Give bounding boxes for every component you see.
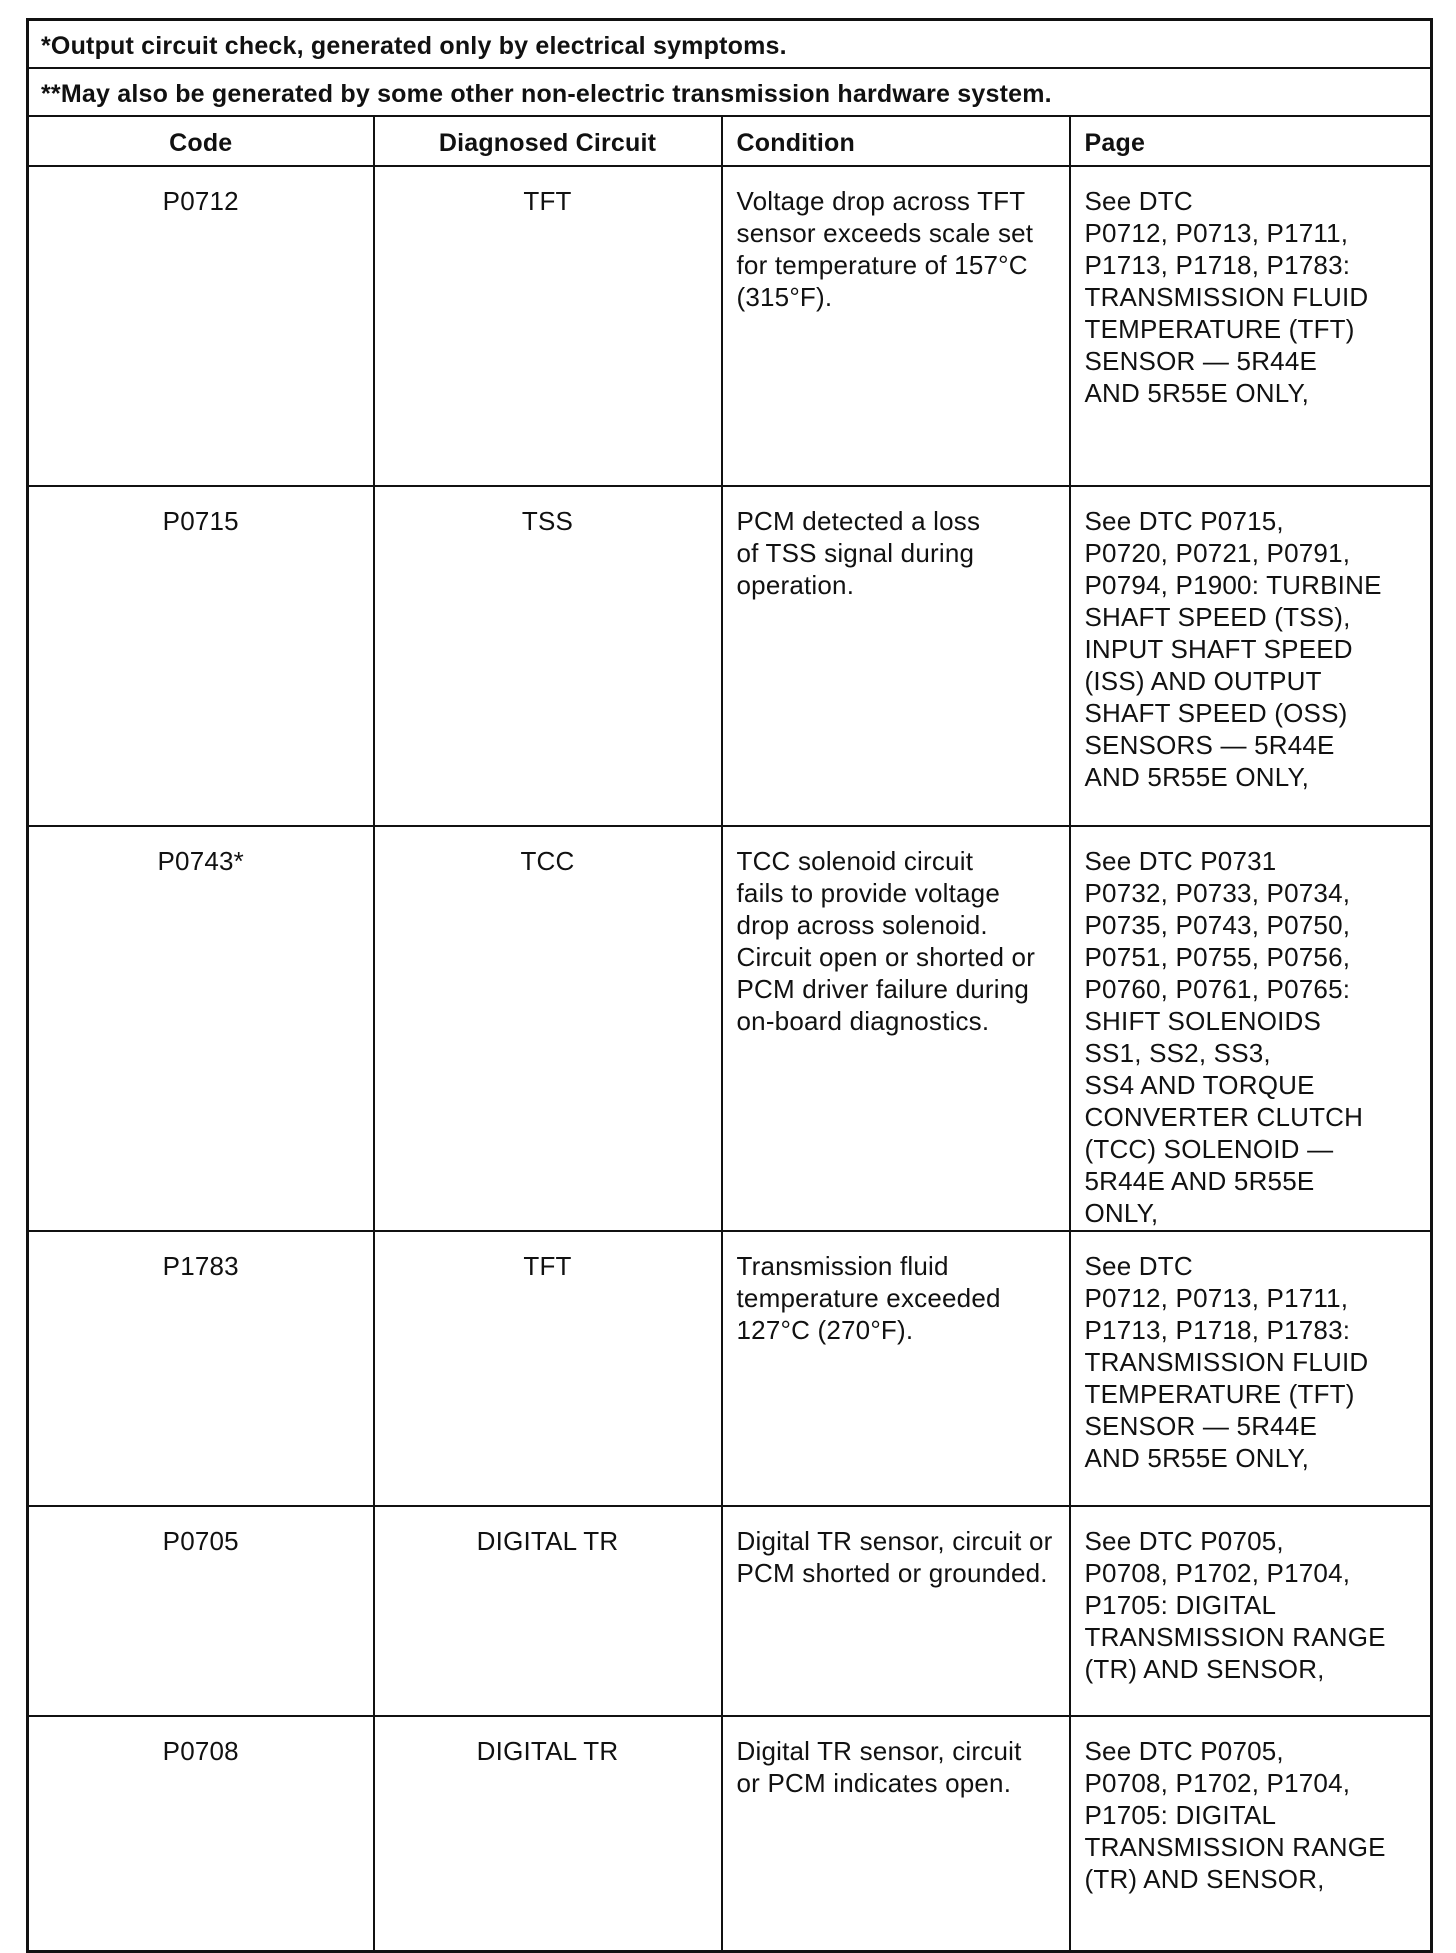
- note-row-electrical: [28, 20, 1432, 69]
- note-non-electric-hardware: **May also be generated by some other non-electric transmission hardware system.: [28, 68, 1432, 116]
- column-header-code: Code: [28, 116, 374, 166]
- page-reference-cell: See DTC P0712, P0713, P1711, P1713, P1718, P1783: TRANSMISSION FLUID TEMPERATURE (TFT) SENSOR — 5R44E AND 5R55E ONLY,: [1070, 1231, 1432, 1506]
- condition-cell: Voltage drop across TFT sensor exceeds scale set for temperature of 157°C (315°F).: [722, 166, 1070, 486]
- note-row-hardware: [28, 68, 1432, 116]
- circuit-cell: DIGITAL TR: [374, 1506, 722, 1716]
- code-cell: P0743*: [28, 826, 374, 1231]
- circuit-cell: TFT: [374, 166, 722, 486]
- circuit-cell: DIGITAL TR: [374, 1716, 722, 1952]
- page-reference-cell: See DTC P0705, P0708, P1702, P1704, P1705: DIGITAL TRANSMISSION RANGE (TR) AND SENSOR,: [1070, 1716, 1432, 1952]
- condition-cell: TCC solenoid circuit fails to provide voltage drop across solenoid. Circuit open or shorted or PCM driver failure during on-board diagnostics.: [722, 826, 1070, 1231]
- page-reference-cell: See DTC P0705, P0708, P1702, P1704, P1705: DIGITAL TRANSMISSION RANGE (TR) AND SENSOR,: [1070, 1506, 1432, 1716]
- table-row: [28, 1506, 1432, 1716]
- column-header-circuit: Diagnosed Circuit: [374, 116, 722, 166]
- page-reference-cell: See DTC P0731 P0732, P0733, P0734, P0735, P0743, P0750, P0751, P0755, P0756, P0760, P0761, P0765: SHIFT SOLENOIDS SS1, SS2, SS3, SS4 AND TORQUE CONVERTER CLUTCH (TCC) SOLENOID — 5R44E AND 5R55E ONLY,: [1070, 826, 1432, 1231]
- condition-cell: Transmission fluid temperature exceeded 127°C (270°F).: [722, 1231, 1070, 1506]
- table-row: [28, 166, 1432, 486]
- dtc-table: [26, 18, 1433, 1953]
- table-row: [28, 486, 1432, 826]
- code-cell: P0705: [28, 1506, 374, 1716]
- code-cell: P0708: [28, 1716, 374, 1952]
- column-header-page: Page: [1070, 116, 1432, 166]
- code-cell: P1783: [28, 1231, 374, 1506]
- table-row: [28, 1231, 1432, 1506]
- page-reference-cell: See DTC P0715, P0720, P0721, P0791, P0794, P1900: TURBINE SHAFT SPEED (TSS), INPUT SHAFT SPEED (ISS) AND OUTPUT SHAFT SPEED (OSS) SENSORS — 5R44E AND 5R55E ONLY,: [1070, 486, 1432, 826]
- condition-cell: PCM detected a loss of TSS signal during operation.: [722, 486, 1070, 826]
- note-electrical-symptoms: *Output circuit check, generated only by electrical symptoms.: [28, 20, 1432, 69]
- table-row: [28, 1716, 1432, 1952]
- condition-cell: Digital TR sensor, circuit or PCM shorted or grounded.: [722, 1506, 1070, 1716]
- column-header-condition: Condition: [722, 116, 1070, 166]
- code-cell: P0715: [28, 486, 374, 826]
- code-cell: P0712: [28, 166, 374, 486]
- table-header-row: [28, 116, 1432, 166]
- circuit-cell: TCC: [374, 826, 722, 1231]
- condition-cell: Digital TR sensor, circuit or PCM indicates open.: [722, 1716, 1070, 1952]
- table-row: [28, 826, 1432, 1231]
- circuit-cell: TSS: [374, 486, 722, 826]
- circuit-cell: TFT: [374, 1231, 722, 1506]
- page-reference-cell: See DTC P0712, P0713, P1711, P1713, P1718, P1783: TRANSMISSION FLUID TEMPERATURE (TFT) SENSOR — 5R44E AND 5R55E ONLY,: [1070, 166, 1432, 486]
